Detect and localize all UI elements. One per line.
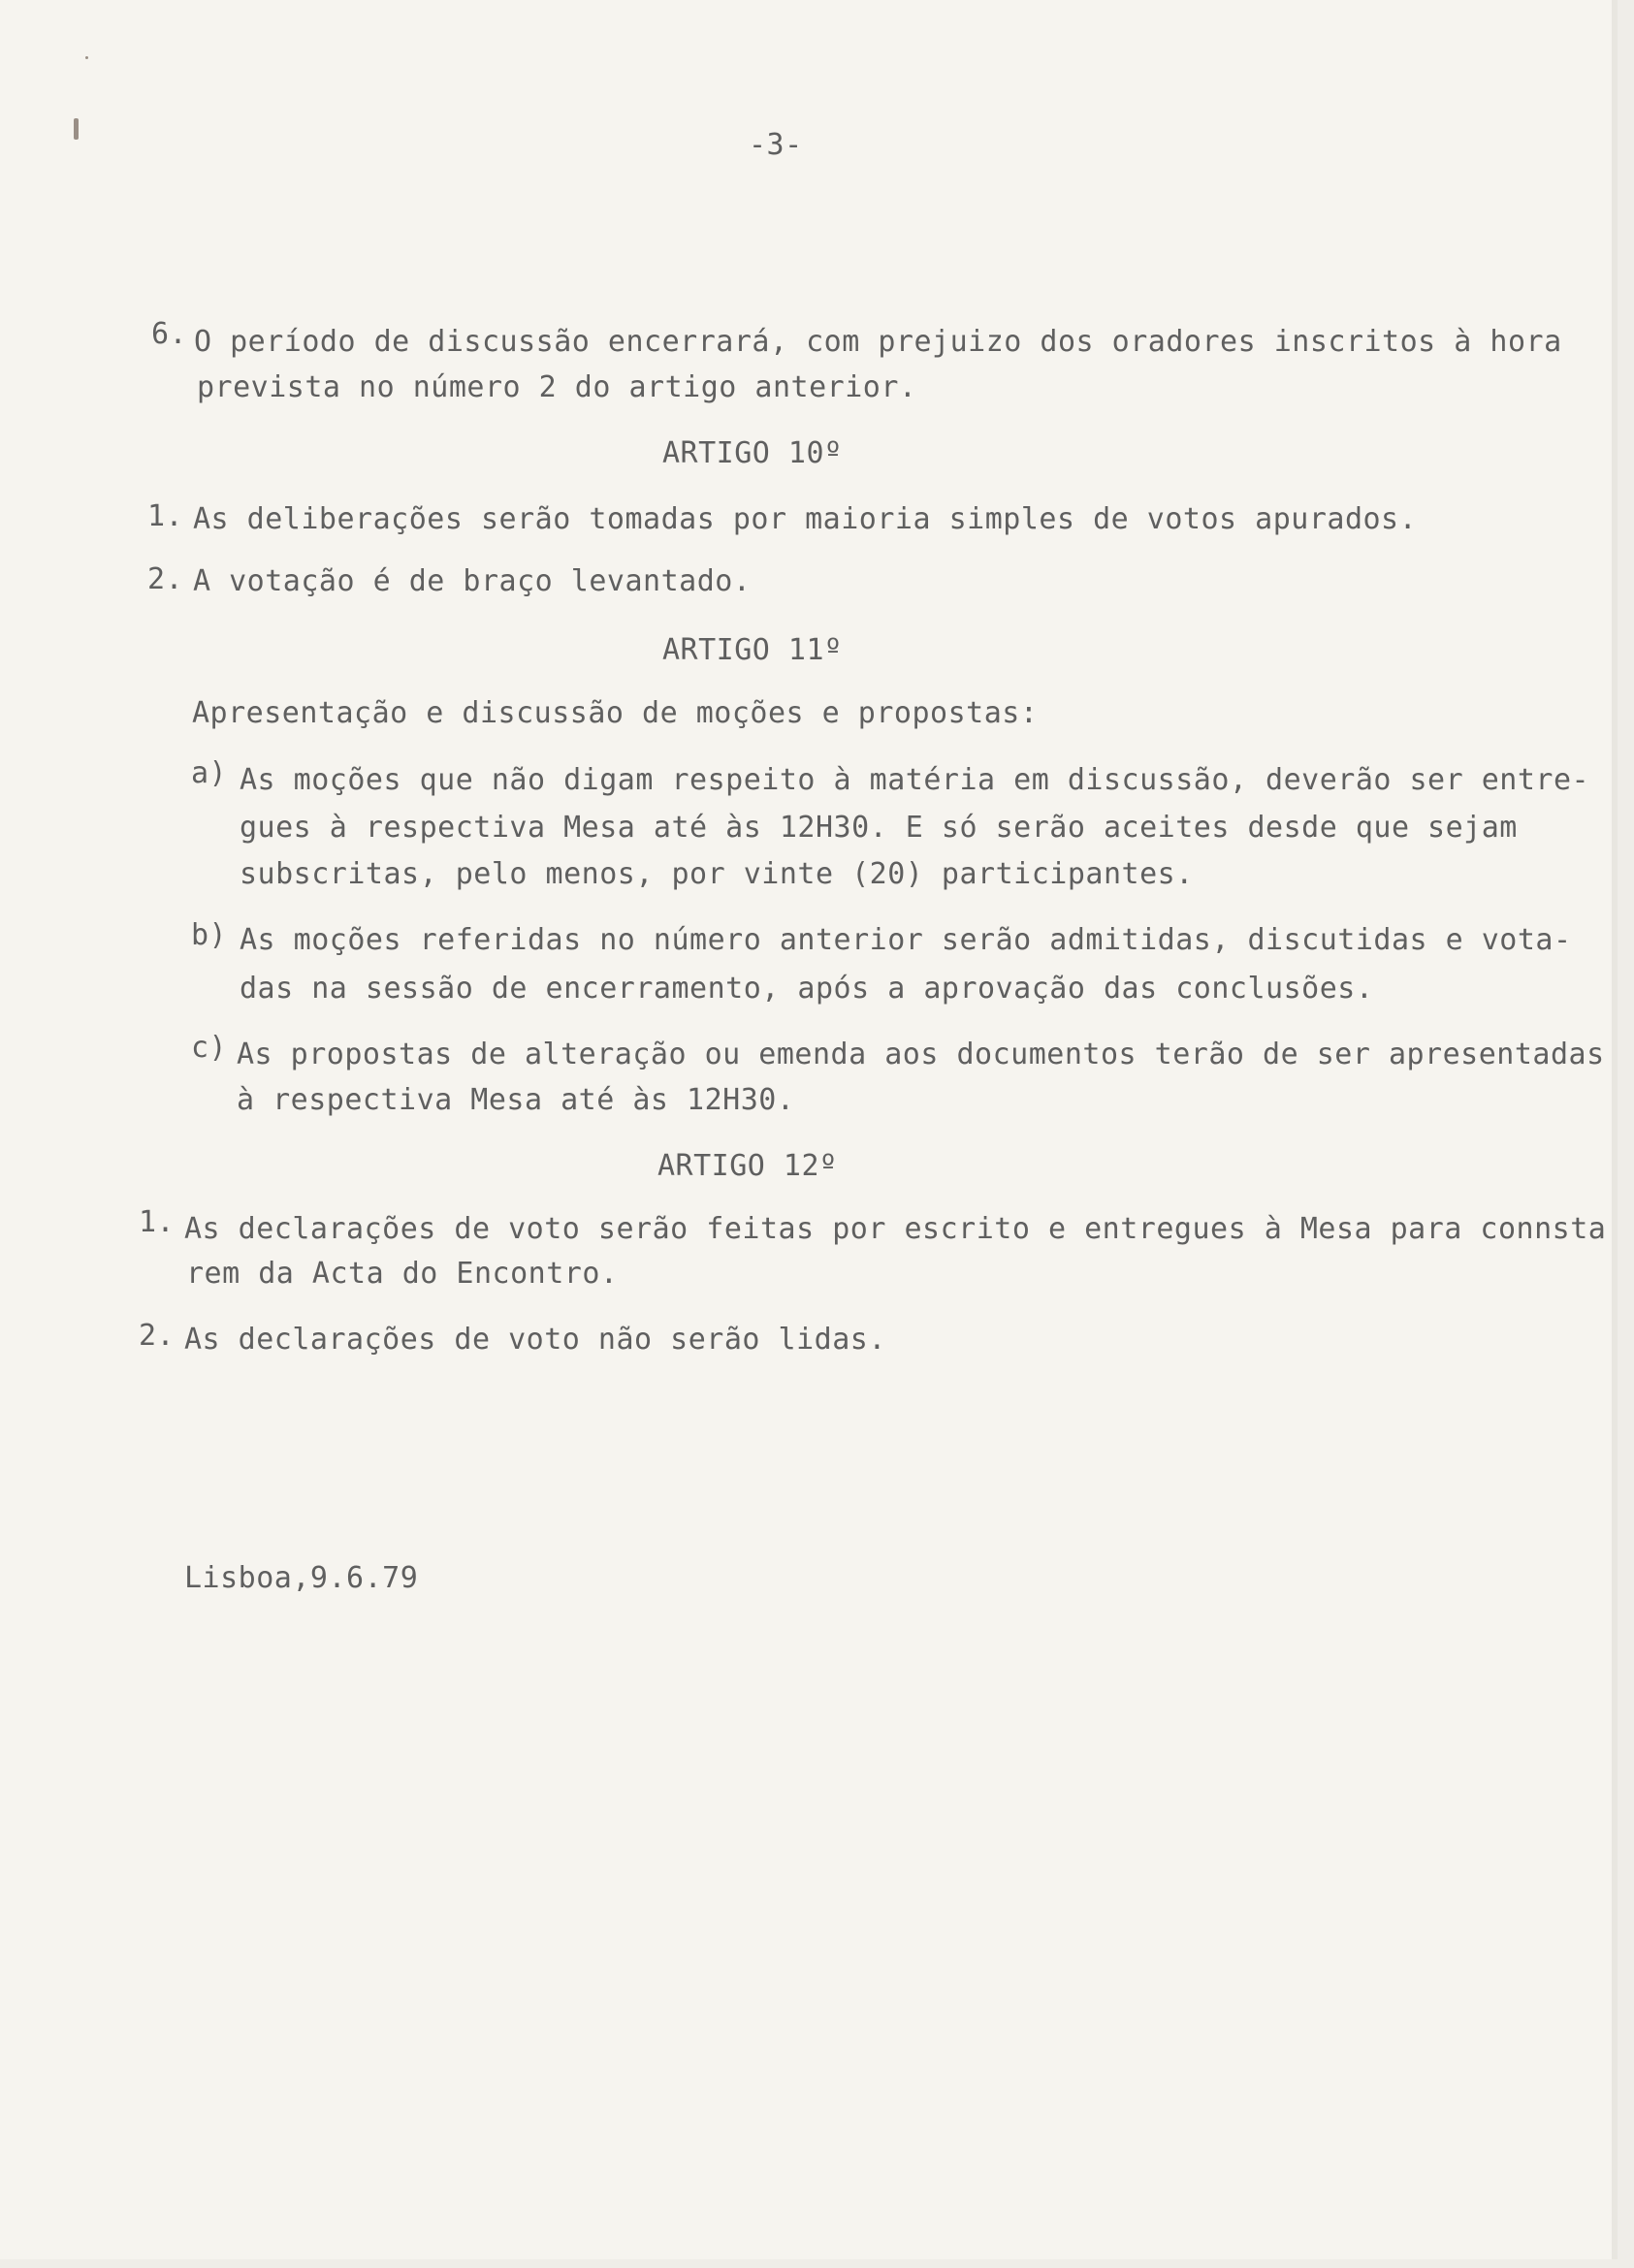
item-line: O período de discussão encerrará, com prejuizo dos oradores inscritos à hora (194, 325, 1562, 359)
item-line: das na sessão de encerramento, após a aprovação das conclusões. (240, 972, 1374, 1006)
item-marker: c) (191, 1031, 228, 1065)
item-line: As deliberações serão tomadas por maioria simples de votos apurados. (193, 502, 1418, 536)
item-line: As declarações de voto serão feitas por escrito e entregues à Mesa para connsta (184, 1212, 1607, 1246)
item-line: A votação é de braço levantado. (193, 564, 752, 598)
item-line: As propostas de alteração ou emenda aos documentos terão de ser apresentadas (237, 1038, 1605, 1071)
item-line: As moções que não digam respeito à matéria em discussão, deverão ser entre- (240, 763, 1590, 797)
item-line: As moções referidas no número anterior serão admitidas, discutidas e vota- (240, 923, 1572, 957)
article-heading: ARTIGO 10º (662, 436, 843, 470)
item-marker: 2. (139, 1319, 176, 1353)
item-line: As declarações de voto não serão lidas. (184, 1323, 886, 1357)
article-heading: ARTIGO 11º (662, 633, 843, 667)
item-line: à respectiva Mesa até às 12H30. (237, 1083, 795, 1117)
place-date: Lisboa,9.6.79 (184, 1561, 419, 1595)
item-marker: b) (191, 918, 228, 952)
item-line: rem da Acta do Encontro. (186, 1257, 619, 1291)
item-marker: a) (191, 756, 228, 790)
article-heading: ARTIGO 12º (657, 1149, 838, 1183)
item-line: gues à respectiva Mesa até às 12H30. E só serão aceites desde que sejam (240, 811, 1518, 845)
item-marker: 2. (147, 562, 184, 596)
item-marker: 1. (147, 499, 184, 533)
item-line: subscritas, pelo menos, por vinte (20) participantes. (240, 857, 1194, 891)
section-intro: Apresentação e discussão de moções e propostas: (192, 696, 1039, 730)
item-line: prevista no número 2 do artigo anterior. (197, 370, 917, 404)
item-marker: 1. (139, 1205, 176, 1239)
page-number: -3- (749, 128, 803, 162)
item-marker: 6. (151, 317, 188, 351)
